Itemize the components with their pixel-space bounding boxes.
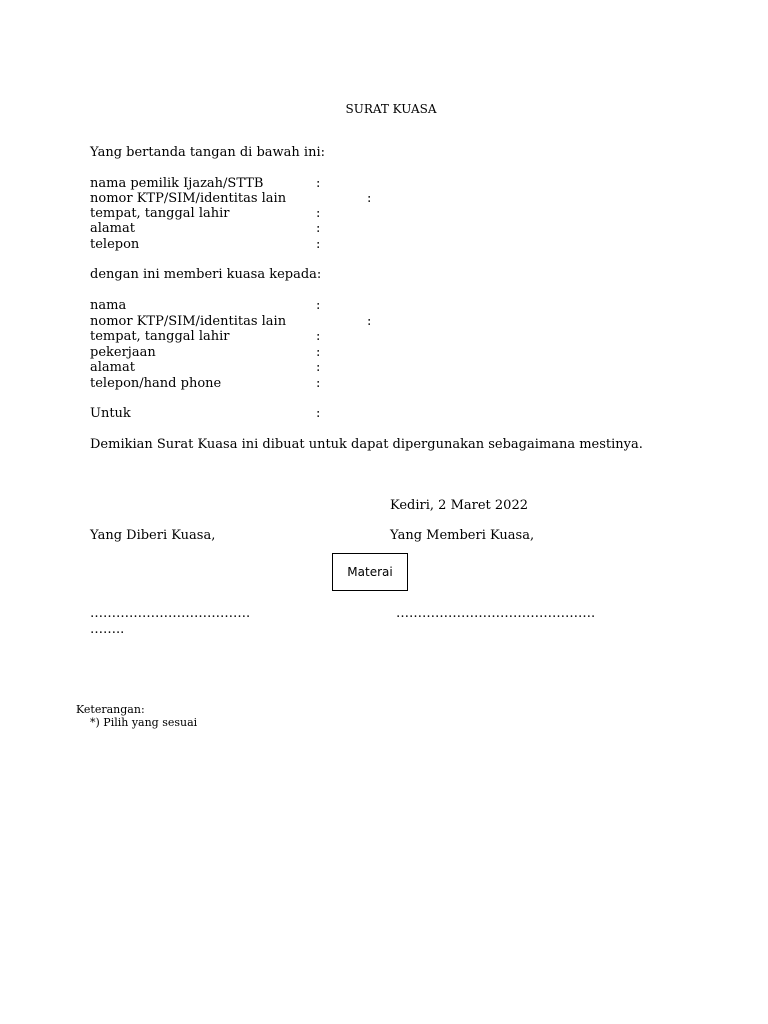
grantor-field-label: telepon — [90, 237, 140, 252]
grantor-field-colon: : — [367, 191, 372, 206]
stamp-label: Materai — [347, 565, 393, 579]
grantee-signature-label: Yang Diberi Kuasa, — [90, 528, 216, 543]
purpose-label: Untuk — [90, 406, 131, 421]
grantor-field-colon: : — [316, 206, 321, 221]
grantee-field-colon: : — [316, 298, 321, 313]
grantor-field-label: nomor KTP/SIM/identitas lain — [90, 191, 287, 206]
grantor-field-colon: : — [316, 176, 321, 191]
stamp-box — [332, 553, 408, 591]
note-title: Keterangan: — [76, 703, 145, 716]
grantor-field-label: tempat, tanggal lahir — [90, 206, 230, 221]
intro-text: Yang bertanda tangan di bawah ini: — [90, 145, 325, 160]
grantor-signature-label: Yang Memberi Kuasa, — [390, 528, 535, 543]
grantee-field-label: pekerjaan — [90, 345, 156, 360]
grantor-field-colon: : — [316, 237, 321, 252]
grantor-field-colon: : — [316, 221, 321, 236]
grantee-signature-line: ………………………………. — [90, 606, 251, 621]
grantee-field-label: telepon/hand phone — [90, 376, 222, 391]
grantee-field-label: alamat — [90, 360, 135, 375]
grantor-field-label: nama pemilik Ijazah/STTB — [90, 176, 264, 191]
place-date: Kediri, 2 Maret 2022 — [390, 498, 528, 513]
grantee-field-label: nomor KTP/SIM/identitas lain — [90, 314, 287, 329]
closing-paragraph: Demikian Surat Kuasa ini dibuat untuk dapat dipergunakan sebagaimana mestinya. — [90, 437, 643, 452]
grantee-field-colon: : — [316, 329, 321, 344]
grantee-field-colon: : — [367, 314, 372, 329]
grant-statement: dengan ini memberi kuasa kepada: — [90, 267, 322, 282]
grantee-field-label: nama — [90, 298, 127, 313]
grantor-field-label: alamat — [90, 221, 135, 236]
note-item: *) Pilih yang sesuai — [90, 716, 198, 729]
grantee-field-label: tempat, tanggal lahir — [90, 329, 230, 344]
grantee-field-colon: : — [316, 376, 321, 391]
purpose-colon: : — [316, 406, 321, 421]
grantee-field-colon: : — [316, 360, 321, 375]
grantor-signature-line: ………………………………………. — [396, 606, 596, 621]
grantee-field-colon: : — [316, 345, 321, 360]
document-title: SURAT KUASA — [345, 102, 437, 116]
grantee-signature-line-continued: …….. — [90, 622, 125, 637]
